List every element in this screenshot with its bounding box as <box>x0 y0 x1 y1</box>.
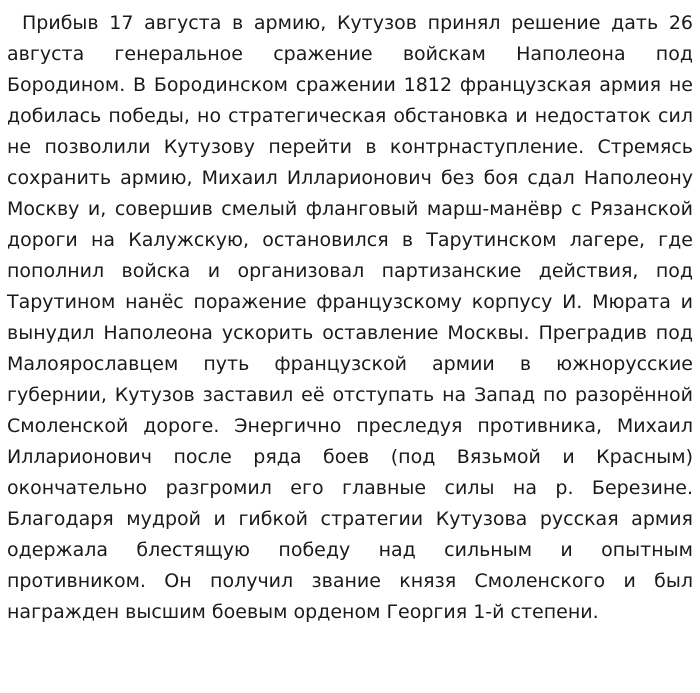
body-paragraph: Прибыв 17 августа в армию, Кутузов принял решение дать 26 августа генеральное сражение войскам Наполеона под Бородином. В Бородинском сражении 1812 французская армия не добилась победы, но стратегическая обстановка и недостаток сил не позволили Кутузову перейти в контрнаступление. Стремясь сохранить армию, Михаил Илларионович без боя сдал Наполеону Москву и, совершив смелый фланговый марш-манёвр с Рязанской дороги на Калужскую, остановился в Тарутинском лагере, где пополнил войска и организовал партизанские действия, под Тарутином нанёс поражение французскому корпусу И. Мюрата и вынудил Наполеона ускорить оставление Москвы. Преградив под Малоярославцем путь французской армии в южнорусские губернии, Кутузов заставил её отступать на Запад по разорённой Смоленской дороге. Энергично преследуя противника, Михаил Илларионович после ряда боев (под Вязьмой и Красным) окончательно разгромил его главные силы на р. Березине. Благодаря мудрой и гибкой стратегии Кутузова русская армия одержала блестящую победу над сильным и опытным противником. Он получил звание князя Смоленского и был награжден высшим боевым орденом Георгия 1-й степени. <box>7 12 693 623</box>
